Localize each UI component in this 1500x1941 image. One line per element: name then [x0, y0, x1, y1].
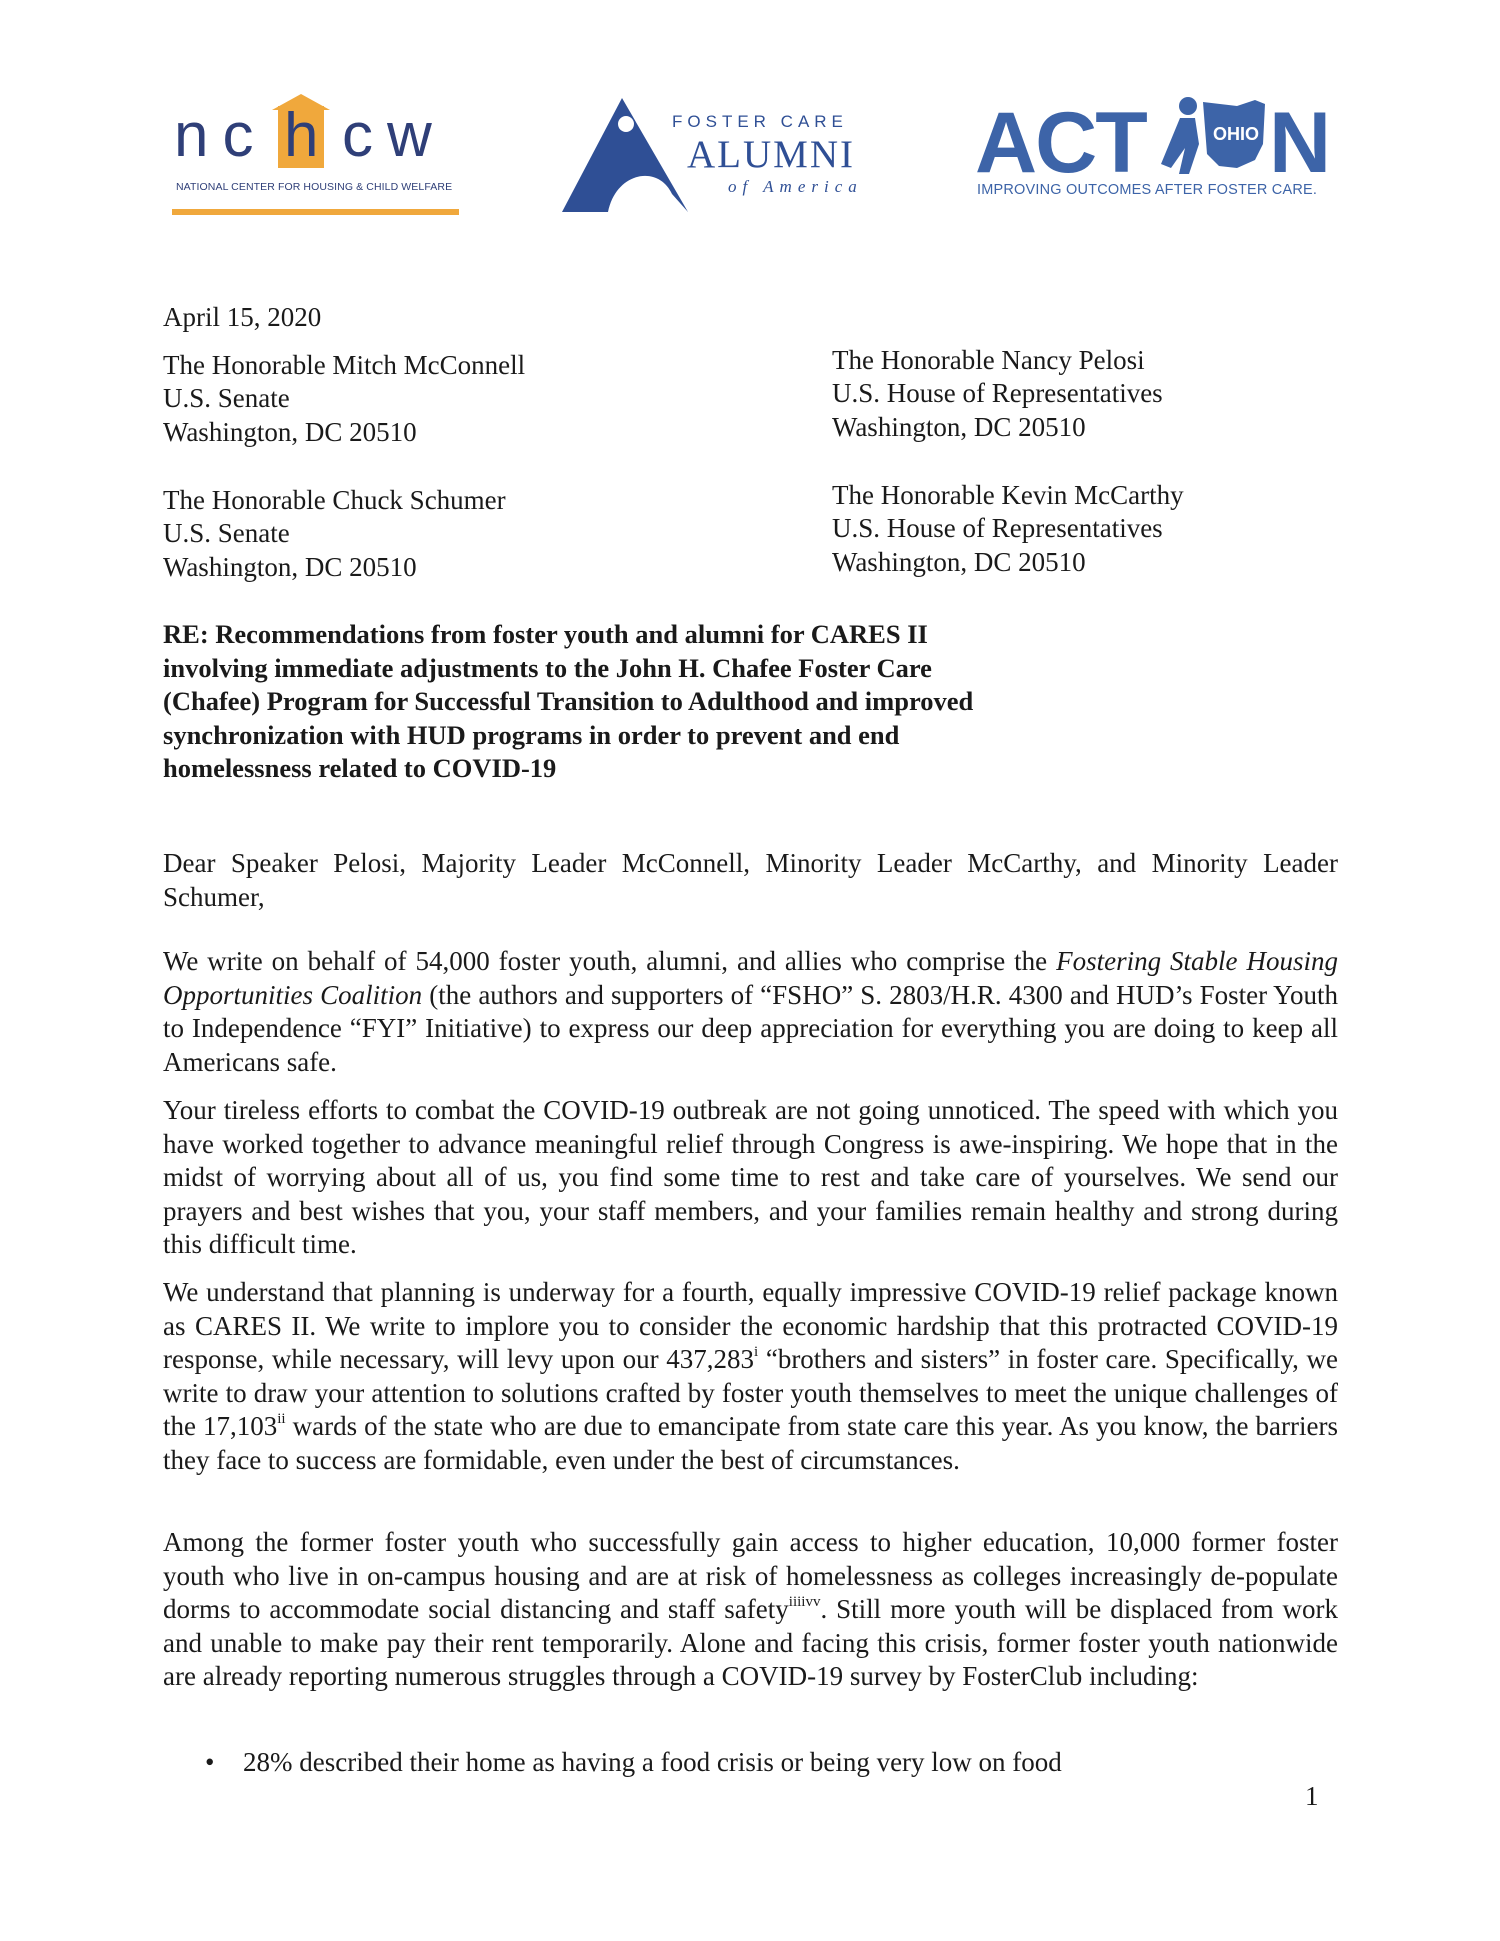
recipient-name: The Honorable Nancy Pelosi — [832, 345, 1145, 375]
nchcw-letters-left: nc — [174, 101, 268, 170]
recipient-chamber: U.S. Senate — [163, 518, 290, 548]
coalition-name: Fostering Stable Housing Opportunities Coalition — [163, 946, 1338, 1010]
runner-icon — [1161, 97, 1199, 174]
action-letter-n: N — [1269, 95, 1332, 182]
paragraph-3-text-b: “brothers and sisters” in foster care. Specifically, we write to draw your attention to solutions crafted by foster youth themselves to meet the unique challenges of the 17,103 — [163, 1344, 1338, 1441]
ohio-label: OHIO — [1213, 124, 1260, 144]
action-ohio-logo — [975, 94, 1340, 206]
letter-date: April 15, 2020 — [163, 302, 322, 332]
paragraph-4 — [163, 1526, 1338, 1694]
action-letters-act: ACT — [975, 95, 1146, 182]
list-item — [205, 1745, 1062, 1779]
page-number: 1 — [1305, 1781, 1319, 1811]
fca-line-foster-care: FOSTER CARE — [672, 112, 848, 131]
paragraph-4-text-b: . Still more youth will be displaced from work and unable to make pay their rent temporarily. Alone and facing this crisis, former foster youth nationwide are already reporting numerous struggles through a COVID-19 survey by FosterClub including: — [163, 1594, 1338, 1691]
recipient-name: The Honorable Mitch McConnell — [163, 350, 526, 380]
nchcw-subtitle: NATIONAL CENTER FOR HOUSING & CHILD WELFARE — [176, 181, 453, 193]
recipient-city: Washington, DC 20510 — [832, 412, 1086, 442]
subject-line: RE: Recommendations from foster youth and alumni for CARES II involving immediate adjustments to the John H. Chafee Foster Care (Chafee) Program for Successful Transition to Adulthood and improved synchronization with HUD programs in order to prevent and end homelessness related to COVID-19 — [163, 619, 974, 783]
fca-line-alumni: ALUMNI — [687, 133, 855, 176]
nchcw-letters-right: cw — [342, 101, 446, 170]
ohio-state-icon — [1203, 100, 1265, 168]
paragraph-2: Your tireless efforts to combat the COVID-19 outbreak are not going unnoticed. The speed with which you have worked together to advance meaningful relief through Congress is awe-inspiring. We hope that in the midst of worrying about all of us, you find some time to rest and take care of yourselves. We send our prayers and best wishes that you, your staff members, and your families remain healthy and strong during this difficult time. — [163, 1095, 1338, 1259]
recipient-city: Washington, DC 20510 — [832, 547, 1086, 577]
footnote-ref: ii — [277, 1411, 286, 1427]
nchcw-house-mark — [174, 94, 464, 170]
paragraph-1-text-b: (the authors and supporters of “FSHO” S. 2803/H.R. 4300 and HUD’s Foster Youth to Independence “FYI” Initiative) to express our deep appreciation for everything you are doing to keep all Americans safe. — [163, 979, 1338, 1077]
salutation: Dear Speaker Pelosi, Majority Leader McConnell, Minority Leader McCarthy, and Minority Leader Schumer, — [163, 848, 1338, 912]
recipient-city: Washington, DC 20510 — [163, 552, 417, 582]
nchcw-logo — [172, 94, 462, 218]
paragraph-4-text-a: Among the former foster youth who successfully gain access to higher education, 10,000 former foster youth who live in on-campus housing and are at risk of homelessness as colleges increasingly de-populate dorms to accommodate social distancing and staff safety — [163, 1527, 1338, 1624]
recipient-chamber: U.S. Senate — [163, 383, 290, 413]
foster-care-alumni-logo — [560, 94, 890, 216]
paragraph-1 — [163, 945, 1338, 1079]
paragraph-3-text-c: wards of the state who are due to emancipate from state care this year. As you know, the barriers they face to success are formidable, even under the best of circumstances. — [163, 1411, 1338, 1475]
paragraph-1-text-a: We write on behalf of 54,000 foster youth, alumni, and allies who comprise the — [163, 946, 1057, 976]
footnote-ref: i — [754, 1344, 759, 1360]
recipient-chamber: U.S. House of Representatives — [832, 513, 1163, 543]
recipient-name: The Honorable Kevin McCarthy — [832, 480, 1184, 510]
bullet-icon: • — [205, 1747, 215, 1777]
recipient-chamber: U.S. House of Representatives — [832, 378, 1163, 408]
footnote-ref: iiiivv — [788, 1594, 821, 1610]
recipient-city: Washington, DC 20510 — [163, 417, 417, 447]
action-wordmark — [975, 94, 1340, 182]
nchcw-letter-h: h — [284, 101, 319, 170]
list-item-text: 28% described their home as having a food crisis or being very low on food — [243, 1747, 1062, 1777]
nchcw-orange-rule — [172, 209, 459, 215]
action-tagline: IMPROVING OUTCOMES AFTER FOSTER CARE. — [977, 182, 1318, 198]
fca-line-of-america: of America — [728, 177, 863, 196]
recipient-name: The Honorable Chuck Schumer — [163, 485, 506, 515]
paragraph-3-text-a: We understand that planning is underway for a fourth, equally impressive COVID-19 relief package known as CARES II. We write to implore you to consider the economic hardship that this protracted COVID-19 response, while necessary, will levy upon our 437,283 — [163, 1277, 1338, 1374]
paragraph-3 — [163, 1276, 1338, 1477]
